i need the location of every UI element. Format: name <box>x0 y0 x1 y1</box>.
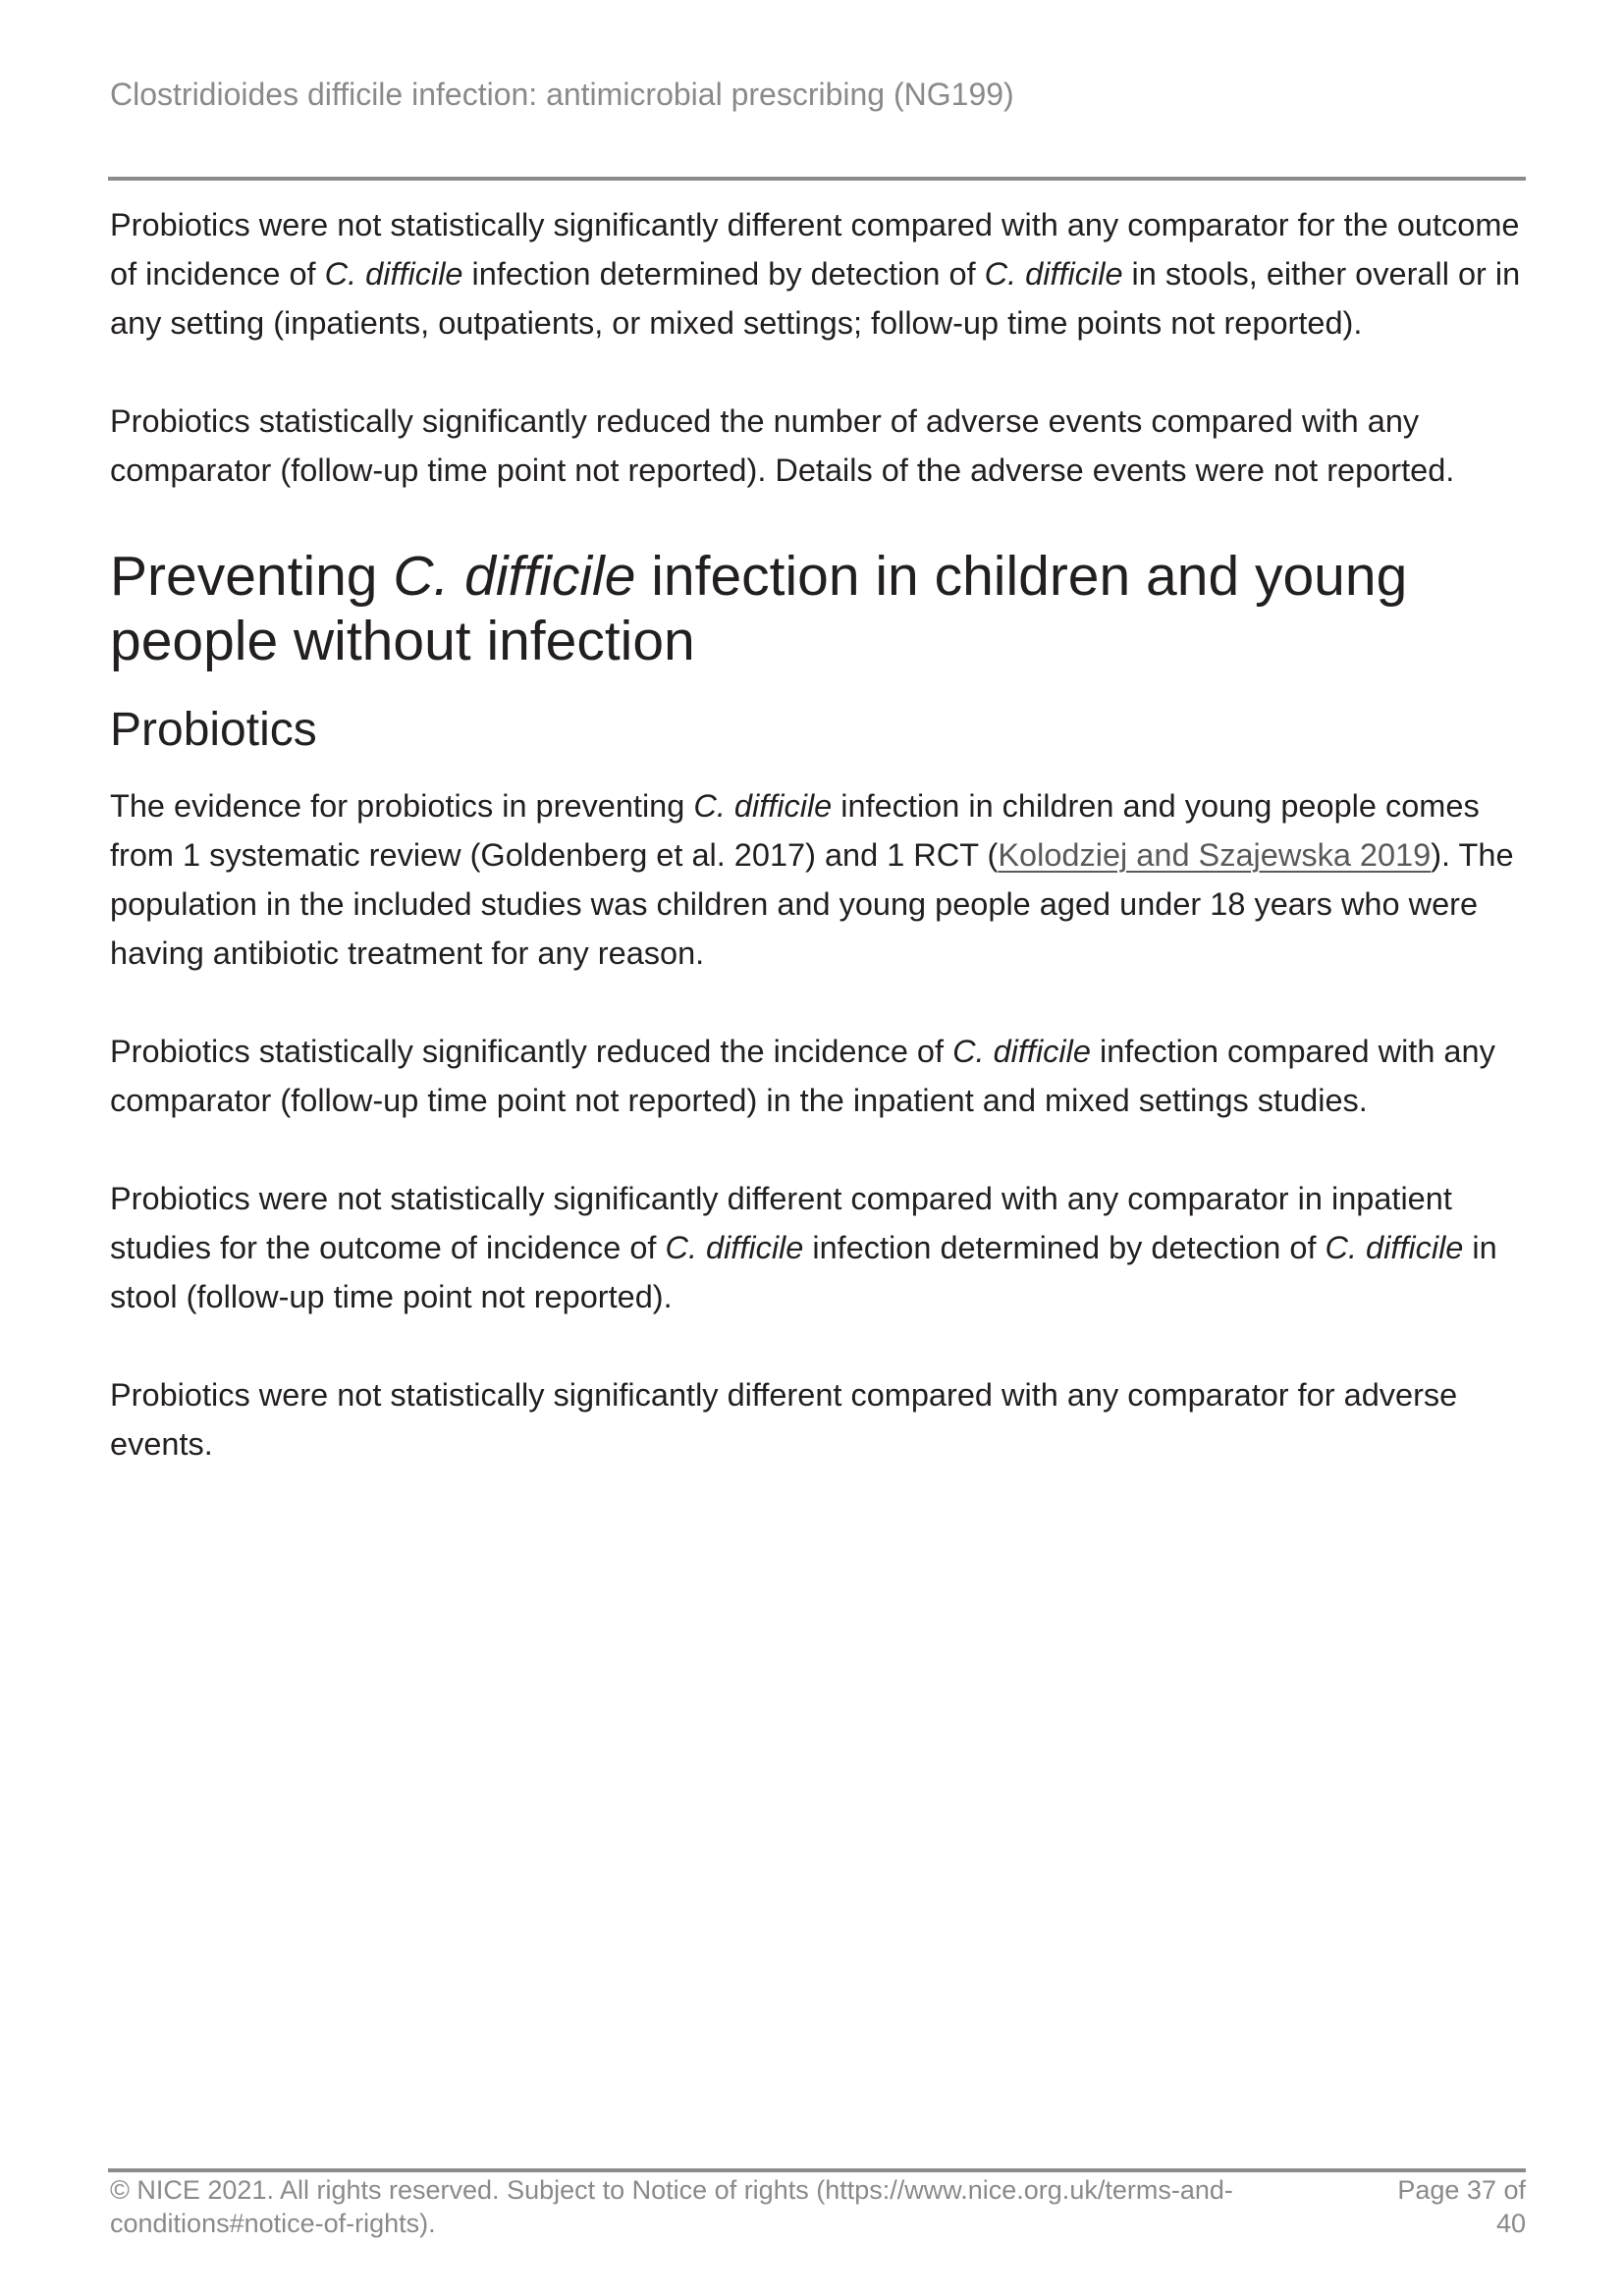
footer-copyright: © NICE 2021. All rights reserved. Subject to Notice of rights (https://www.nice.org.uk/terms-and-conditions#notice-of-rights). <box>110 2175 1233 2238</box>
paragraph-reduced-incidence: Probiotics statistically significantly reduced the incidence of C. difficile infection compared with any comparator (follow-up time point not reported) in the inpatient and mixed settings studies. <box>110 1034 1495 1118</box>
subsection-heading-probiotics: Probiotics <box>110 704 317 756</box>
page-header-title: Clostridioides difficile infection: antimicrobial prescribing (NG199) <box>110 77 1014 112</box>
paragraph-probiotics-adverse-events: Probiotics statistically significantly reduced the number of adverse events compared with any comparator (follow-up time point not reported). Details of the adverse events were not reported. <box>110 403 1455 488</box>
paragraph-probiotics-stool-detection: Probiotics were not statistically significantly different compared with any comparator for the outcome of incidence of C. difficile infection determined by detection of C. difficile in stools, either overall or in any setting (inpatients, outpatients, or mixed settings; follow-up time points not reported). <box>110 207 1521 341</box>
reference-link-kolodziej[interactable]: Kolodziej and Szajewska 2019 <box>998 837 1432 873</box>
paragraph-evidence-children: The evidence for probiotics in preventing C. difficile infection in children and young people comes from 1 systematic review (Goldenberg et al. 2017) and 1 RCT (Kolodziej and Szajewska 2019). The population in the included studies was children and young people aged under 18 years who were having antibiotic treatment for any reason. <box>110 788 1514 971</box>
section-heading-children: Preventing C. difficile infection in children and young people without infection <box>110 545 1408 672</box>
paragraph-inpatient-stool-detection: Probiotics were not statistically significantly different compared with any comparator in inpatient studies for the outcome of incidence of C. difficile infection determined by detection of C. difficile in stool (follow-up time point not reported). <box>110 1181 1497 1314</box>
main-content <box>110 200 1524 1518</box>
paragraph-children-adverse-events: Probiotics were not statistically significantly different compared with any comparator for adverse events. <box>110 1377 1458 1462</box>
footer-page-number: Page 37 of 40 <box>1397 2175 1526 2238</box>
footer-divider <box>108 2168 1526 2172</box>
header-divider <box>108 177 1526 181</box>
